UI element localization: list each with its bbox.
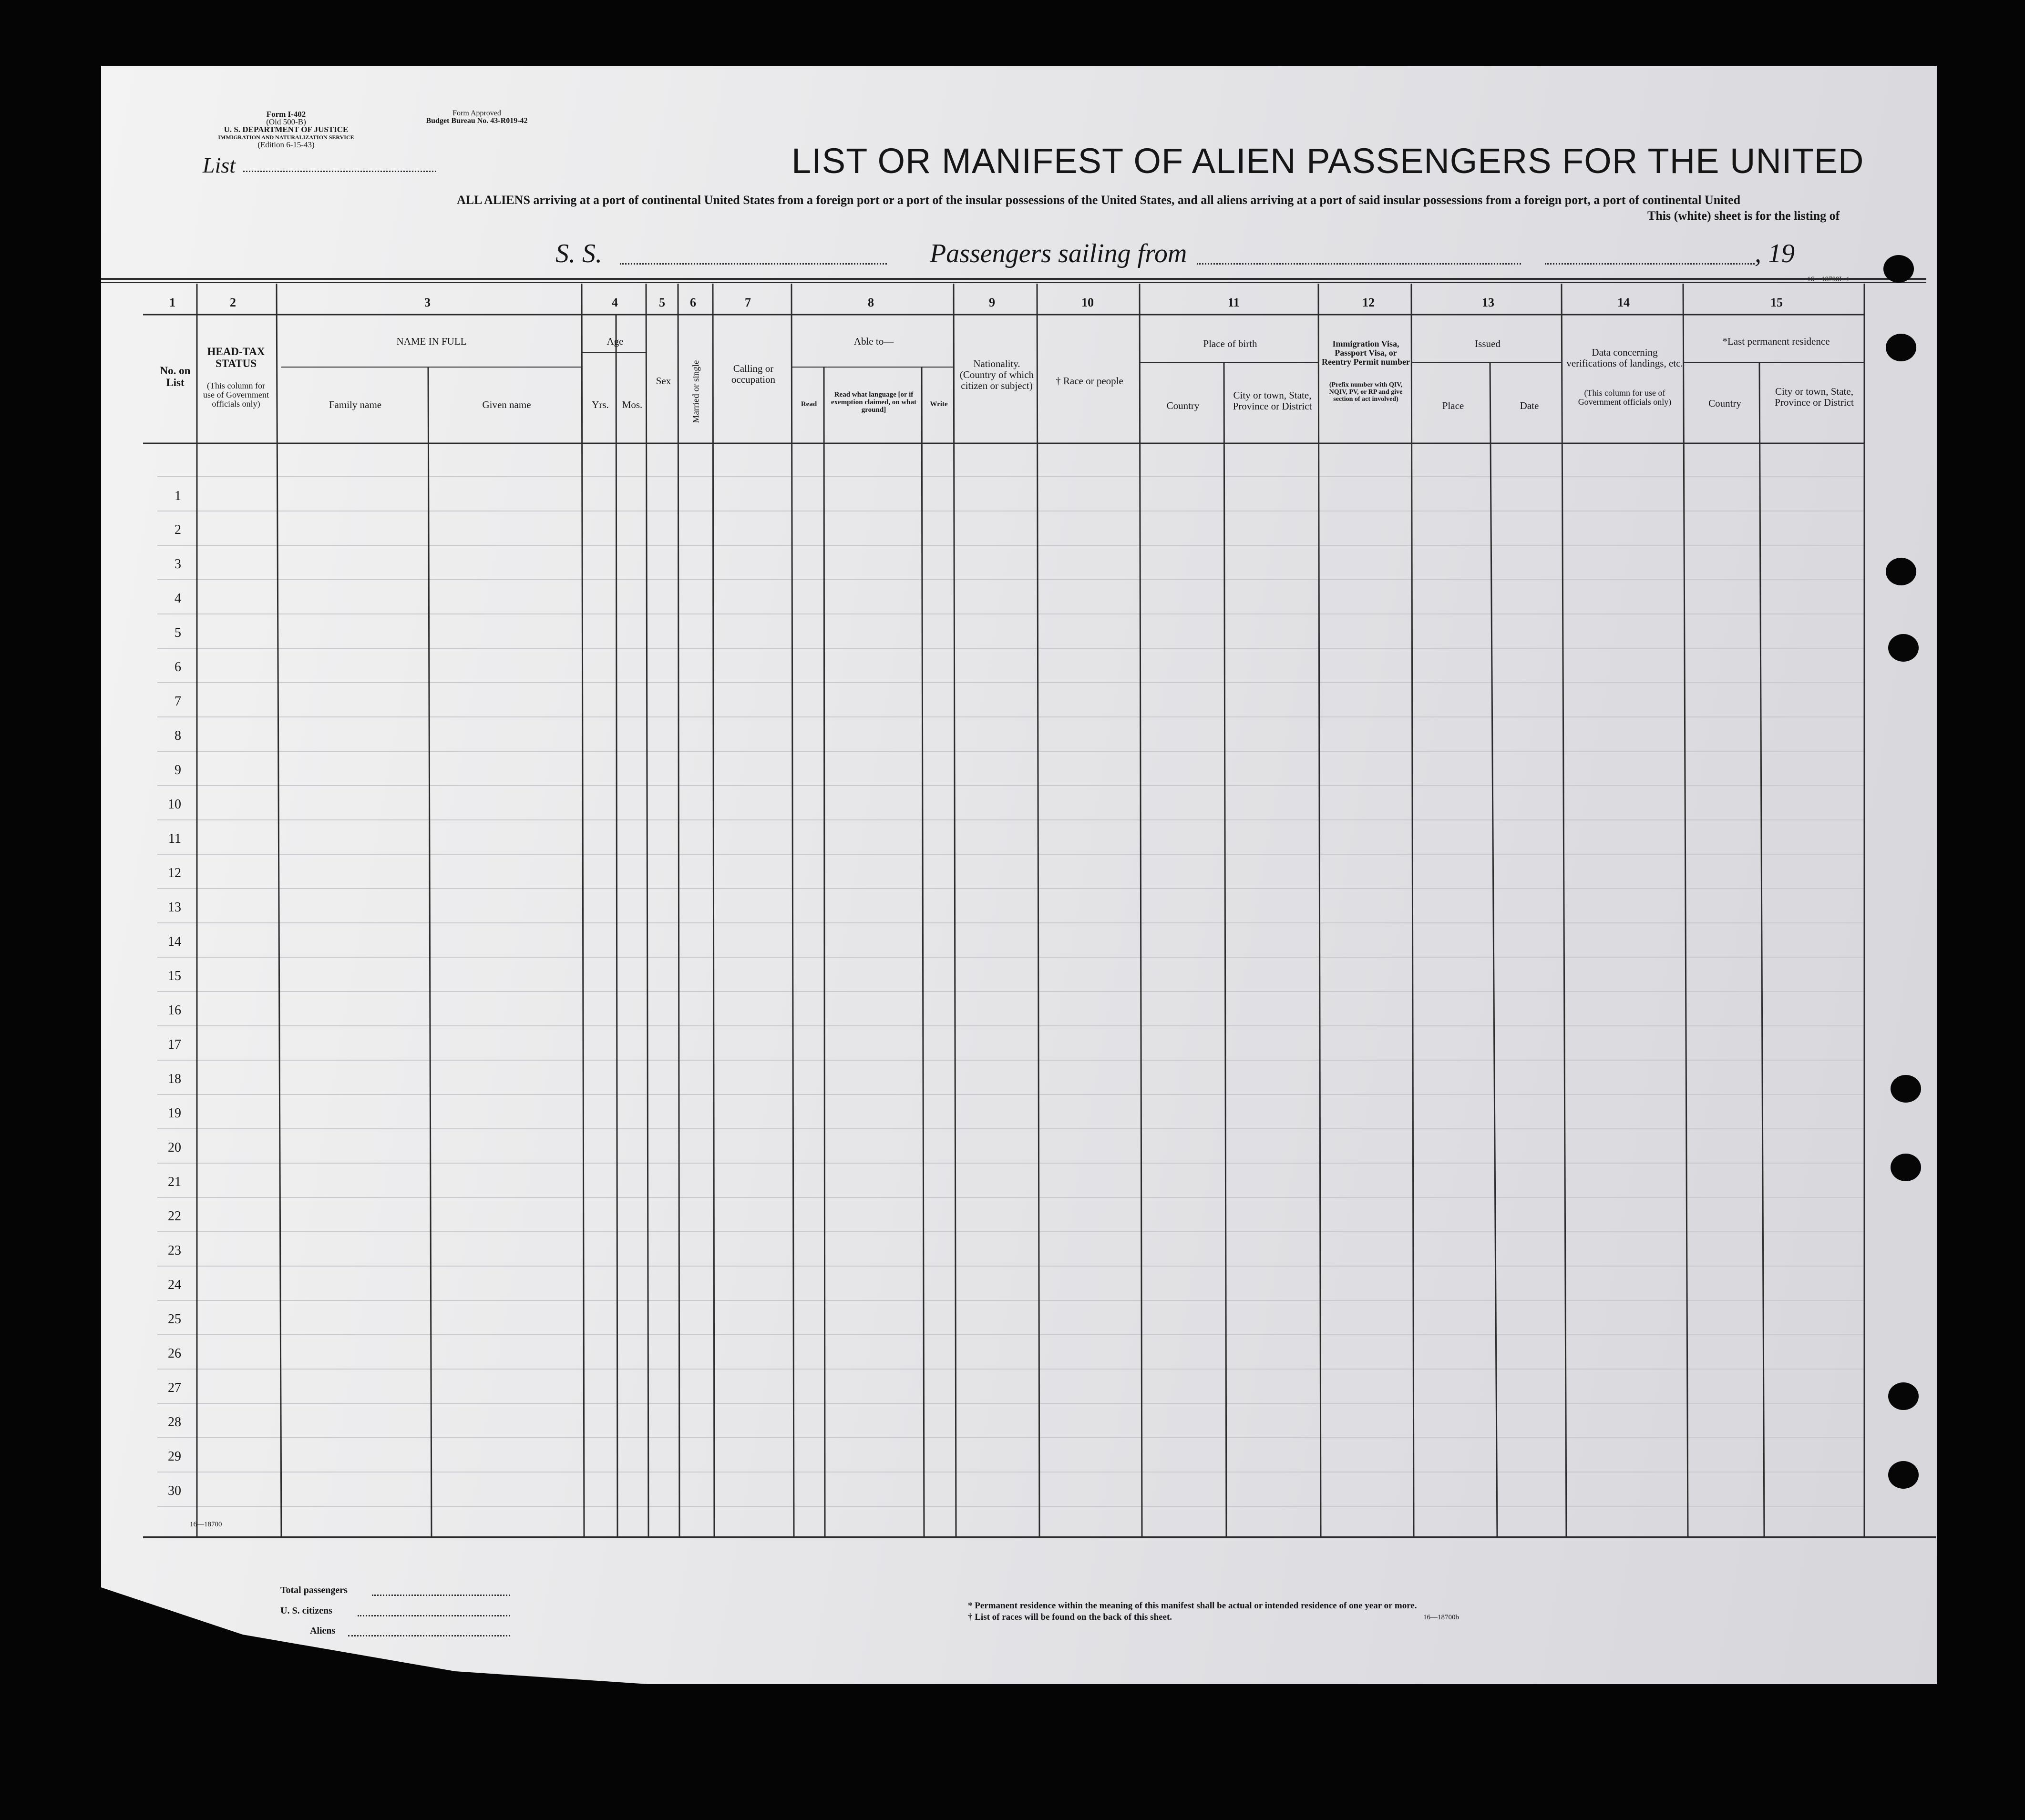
row-number: 3 xyxy=(175,557,181,572)
col-num-6: 6 xyxy=(690,296,696,309)
row-number: 8 xyxy=(175,728,181,743)
print-code-bottom: 16—18700 xyxy=(190,1521,222,1528)
punch-hole xyxy=(1888,1382,1919,1410)
col-num-5: 5 xyxy=(659,296,665,309)
header-issued-place: Place xyxy=(1442,400,1464,411)
row-number: 4 xyxy=(175,591,181,606)
header-read-language: Read what language [or if exemption claimed, on what ground] xyxy=(831,391,917,414)
header-able-to: Able to— xyxy=(853,336,894,347)
header-visa: Immigration Visa, Passport Visa, or Reentry Permit number xyxy=(1322,339,1410,367)
col-num-4: 4 xyxy=(612,296,618,309)
instruction-line-2: This (white) sheet is for the listing of xyxy=(1647,209,1840,223)
header-issued-date: Date xyxy=(1520,400,1539,411)
row-number: 23 xyxy=(168,1243,181,1258)
header-given-name: Given name xyxy=(482,399,531,410)
total-passengers-field[interactable] xyxy=(372,1595,510,1596)
col-num-13: 13 xyxy=(1482,296,1494,309)
row-number: 11 xyxy=(168,831,181,846)
header-sex: Sex xyxy=(656,375,671,387)
header-residence-city: City or town, State, Province or District xyxy=(1775,386,1854,408)
row-number: 17 xyxy=(168,1037,181,1052)
punch-hole xyxy=(1886,558,1916,585)
col-num-10: 10 xyxy=(1081,296,1094,309)
punch-hole xyxy=(1888,634,1919,662)
header-birth-city: City or town, State, Province or District xyxy=(1233,389,1312,412)
row-number: 7 xyxy=(175,694,181,709)
us-citizens-field[interactable] xyxy=(358,1615,510,1616)
form-number: Form I-402 xyxy=(266,110,306,119)
header-data-note: (This column for use of Government officials only) xyxy=(1578,388,1672,407)
header-last-residence: *Last permanent residence xyxy=(1722,336,1830,347)
punch-hole xyxy=(1891,1075,1921,1103)
row-number: 18 xyxy=(168,1072,181,1086)
row-number: 29 xyxy=(168,1449,181,1464)
row-number: 26 xyxy=(168,1346,181,1361)
us-citizens-label: U. S. citizens xyxy=(280,1605,332,1616)
row-number: 30 xyxy=(168,1483,181,1498)
row-number: 15 xyxy=(168,969,181,983)
header-residence-country: Country xyxy=(1708,398,1741,409)
punch-hole xyxy=(1883,255,1914,283)
aliens-label: Aliens xyxy=(310,1626,336,1636)
row-number: 12 xyxy=(168,866,181,880)
service-name: IMMIGRATION AND NATURALIZATION SERVICE xyxy=(218,134,354,141)
page-title: LIST OR MANIFEST OF ALIEN PASSENGERS FOR THE UNITED xyxy=(791,141,1864,181)
list-label: List xyxy=(203,153,236,177)
row-number: 16 xyxy=(168,1003,181,1018)
row-number: 1 xyxy=(175,489,181,503)
row-number: 27 xyxy=(168,1380,181,1395)
row-number: 2 xyxy=(175,522,181,537)
header-head-tax: HEAD-TAX STATUS xyxy=(207,346,265,369)
punch-hole xyxy=(1888,1461,1919,1489)
row-number: 25 xyxy=(168,1312,181,1327)
col-num-7: 7 xyxy=(745,296,751,309)
col-num-1: 1 xyxy=(169,296,175,309)
header-married-or-single: Married or single xyxy=(691,360,701,423)
col-num-14: 14 xyxy=(1617,296,1630,309)
row-number: 28 xyxy=(168,1415,181,1430)
row-number: 19 xyxy=(168,1106,181,1121)
row-number: 5 xyxy=(175,625,181,640)
col-num-11: 11 xyxy=(1228,296,1240,309)
instruction-line-1: ALL ALIENS arriving at a port of continental United States from a foreign port or a port of the insular possessions of the United States, and all aliens arriving at a port of said insular possessions from a foreign port, a port of continental United xyxy=(457,193,1741,207)
budget-number: Budget Bureau No. 43-R019-42 xyxy=(426,117,528,125)
edition-date: (Edition 6-15-43) xyxy=(257,140,315,149)
ss-label: S. S. xyxy=(555,239,602,268)
punch-hole xyxy=(1886,334,1916,361)
header-place-of-birth: Place of birth xyxy=(1203,338,1257,349)
old-form-number: (Old 500-B) xyxy=(266,117,306,126)
header-family-name: Family name xyxy=(329,399,382,410)
header-read: Read xyxy=(801,400,817,408)
print-code-top: 16—18700L-1 xyxy=(1807,276,1850,283)
header-age: Age xyxy=(606,336,624,347)
row-number: 14 xyxy=(168,934,181,949)
header-head-tax-note: (This column for use of Government officials only) xyxy=(203,381,269,409)
form-approved: Form Approved xyxy=(452,109,501,117)
col-num-3: 3 xyxy=(424,296,431,309)
header-race: † Race or people xyxy=(1056,375,1123,387)
row-number: 20 xyxy=(168,1140,181,1155)
total-passengers-label: Total passengers xyxy=(280,1585,348,1595)
col-num-2: 2 xyxy=(230,296,236,309)
header-no-on-list: No. on List xyxy=(160,365,191,389)
col-num-9: 9 xyxy=(989,296,995,309)
header-mos: Mos. xyxy=(622,399,643,410)
punch-hole xyxy=(1891,1154,1921,1181)
row-number: 9 xyxy=(175,763,181,777)
row-number: 22 xyxy=(168,1209,181,1224)
footnote-code: 16—18700b xyxy=(1423,1614,1459,1621)
row-number: 6 xyxy=(175,660,181,675)
aliens-field[interactable] xyxy=(348,1635,510,1636)
footnote-residence: * Permanent residence within the meaning of this manifest shall be actual or intended residence of one year or more. xyxy=(968,1601,1417,1611)
header-nationality: Nationality. (Country of which citizen or subject) xyxy=(959,358,1034,391)
header-birth-country: Country xyxy=(1166,400,1200,411)
header-visa-note: (Prefix number with QIV, NQIV, PV, or RP and give section of act involved) xyxy=(1329,381,1403,403)
col-num-15: 15 xyxy=(1770,296,1783,309)
footnote-races: † List of races will be found on the back of this sheet. xyxy=(968,1612,1172,1622)
header-yrs: Yrs. xyxy=(592,399,609,410)
col-num-8: 8 xyxy=(868,296,874,309)
header-name-in-full: NAME IN FULL xyxy=(396,336,467,347)
col-num-12: 12 xyxy=(1362,296,1375,309)
header-issued: Issued xyxy=(1475,338,1501,349)
header-calling: Calling or occupation xyxy=(731,363,776,385)
row-number: 21 xyxy=(168,1175,181,1189)
year-label: , 19 xyxy=(1755,239,1795,268)
row-number: 13 xyxy=(168,900,181,915)
header-data-concerning: Data concerning verifications of landings, etc. xyxy=(1566,347,1683,369)
department-name: U. S. DEPARTMENT OF JUSTICE xyxy=(224,125,349,134)
row-number: 24 xyxy=(168,1278,181,1292)
header-write: Write xyxy=(930,400,948,408)
sailing-from-label: Passengers sailing from xyxy=(930,239,1187,268)
row-number: 10 xyxy=(168,797,181,812)
